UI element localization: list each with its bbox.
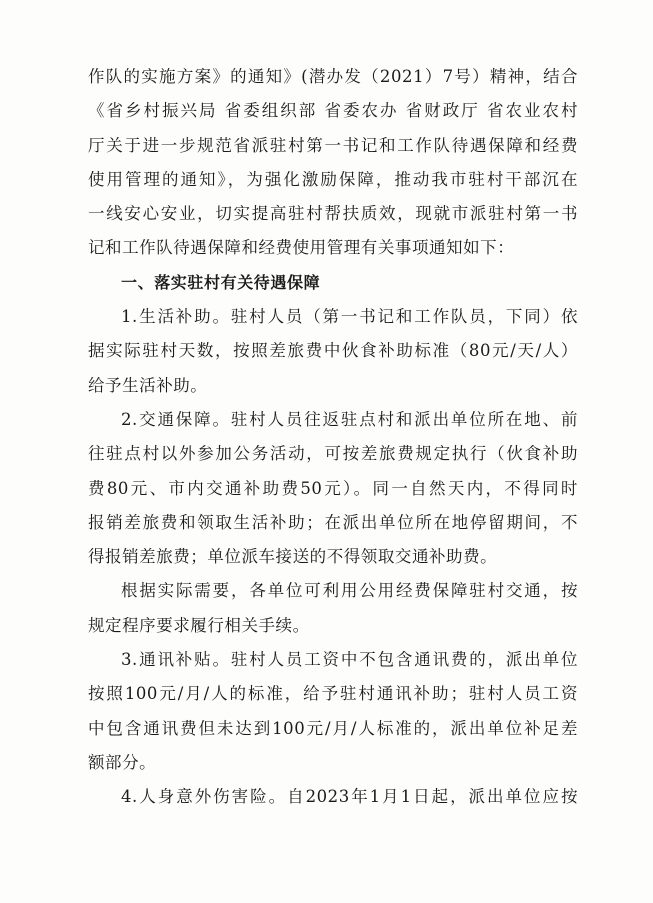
- text-line: 记和工作队待遇保障和经费使用管理有关事项通知如下：: [88, 238, 515, 258]
- text-line: 2.交通保障。驻村人员往返驻点村和派出单位所在地、前: [121, 409, 578, 429]
- text-line: 《省乡村振兴局 省委组织部 省委农办 省财政厅 省农业农村: [88, 101, 578, 121]
- text-line: 厅关于进一步规范省派驻村第一书记和工作队待遇保障和经费: [88, 135, 578, 155]
- text-line: 报销差旅费和领取生活补助；在派出单位所在地停留期间，不: [88, 512, 578, 532]
- text-line: 规定程序要求履行相关手续。: [88, 615, 310, 635]
- text-line: 中包含通讯费但未达到100元/月/人标准的，派出单位补足差: [88, 718, 578, 738]
- text-line: 作队的实施方案》的通知》(潜办发（2021）7号）精神，结合: [88, 67, 578, 86]
- text-line: 根据实际需要，各单位可利用公用经费保障驻村交通，按: [121, 581, 578, 601]
- text-line: 给予生活补助。: [88, 375, 208, 395]
- section-heading: 一、落实驻村有关待遇保障: [121, 272, 321, 292]
- text-line: 费80元、市内交通补助费50元）。同一自然天内，不得同时: [88, 478, 578, 498]
- text-line: 4.人身意外伤害险。自2023年1月1日起，派出单位应按: [121, 787, 578, 807]
- text-line: 得报销差旅费；单位派车接送的不得领取交通补助费。: [88, 547, 498, 567]
- text-line: 1.生活补助。驻村人员（第一书记和工作队员，下同）依: [121, 307, 578, 327]
- text-line: 往驻点村以外参加公务活动，可按差旅费规定执行（伙食补助: [88, 444, 578, 464]
- text-line: 据实际驻村天数，按照差旅费中伙食补助标准（80元/天/人）: [88, 341, 578, 361]
- text-line: 按照100元/月/人的标准，给予驻村通讯补助；驻村人员工资: [88, 684, 578, 704]
- text-line: 一线安心安业，切实提高驻村帮扶质效，现就市派驻村第一书: [88, 204, 578, 224]
- text-line: 额部分。: [88, 752, 157, 772]
- document-body: [88, 60, 578, 815]
- text-line: 使用管理的通知》，为强化激励保障，推动我市驻村干部沉在: [88, 169, 578, 189]
- text-line: 3.通讯补贴。驻村人员工资中不包含通讯费的，派出单位: [121, 650, 578, 670]
